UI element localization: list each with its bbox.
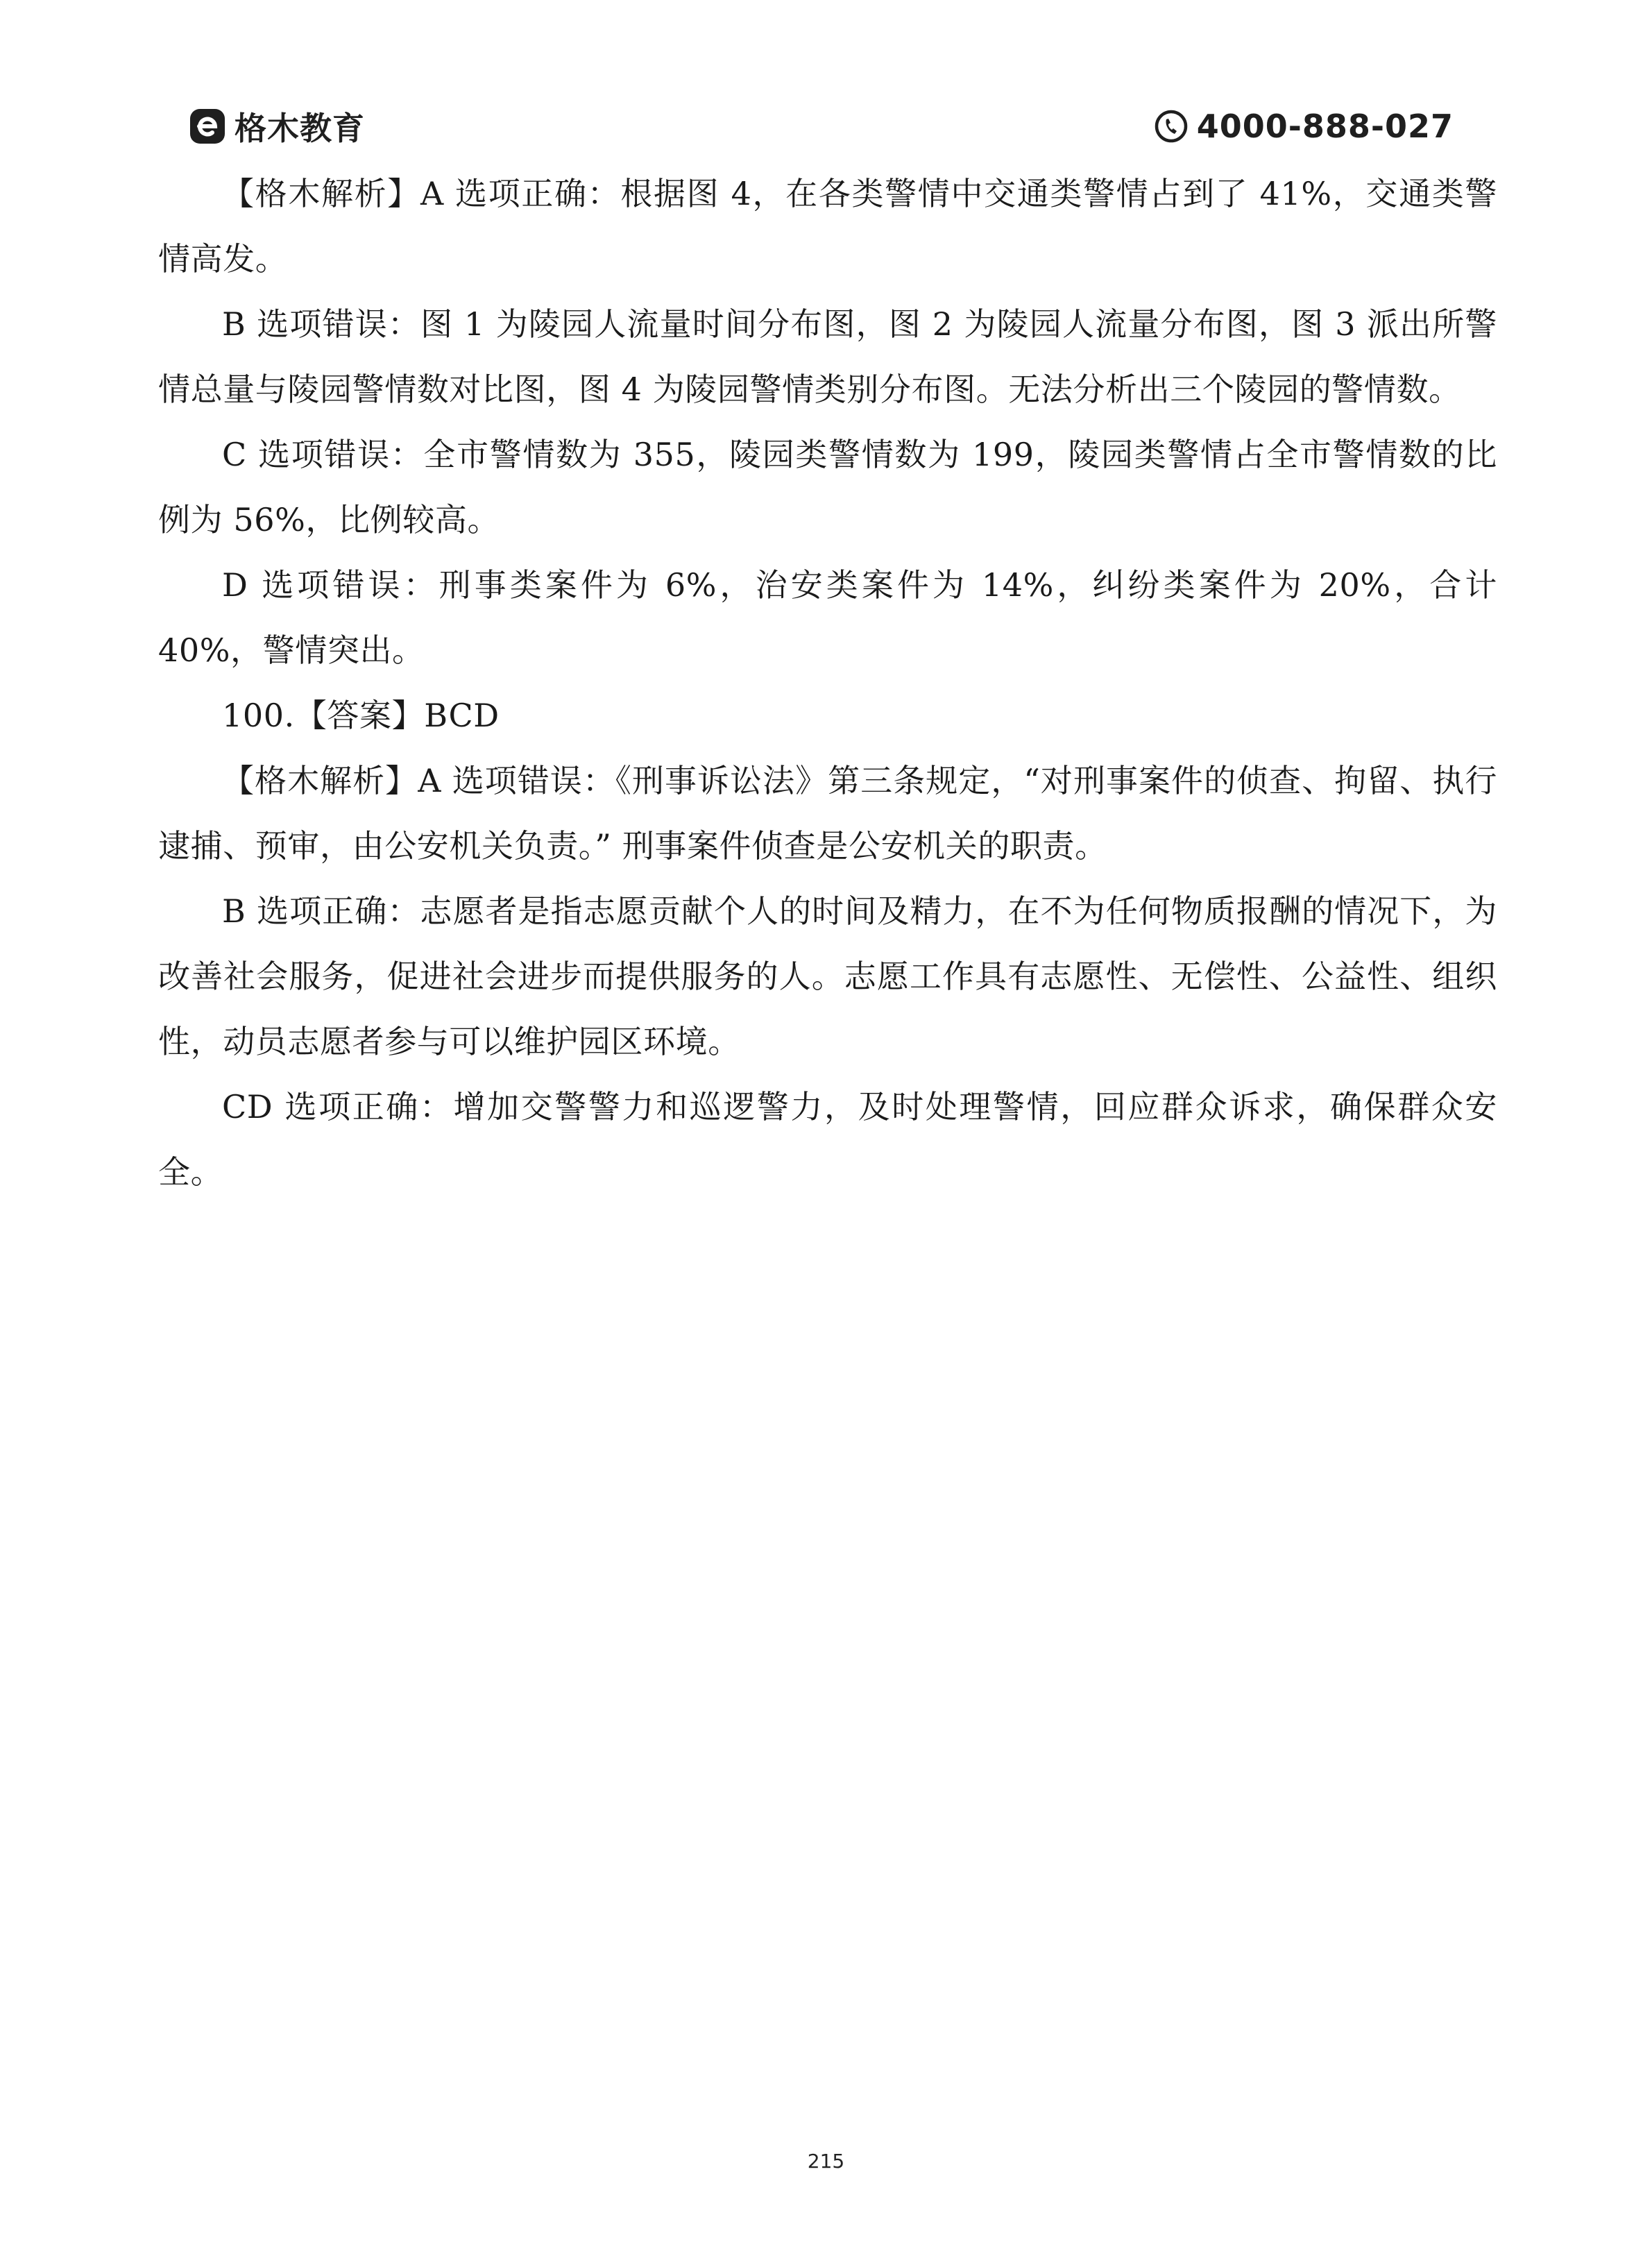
page-number: 215 xyxy=(807,2150,845,2173)
document-body xyxy=(158,161,1497,1205)
brand-name: 格木教育 xyxy=(235,110,365,147)
answer-100: 100.【答案】BCD xyxy=(222,697,500,734)
paragraph-99-c-analysis: C 选项错误：全市警情数为 355，陵园类警情数为 199，陵园类警情占全市警情数的比例为 56%，比例较高。 xyxy=(158,436,1497,538)
geimu-logo-icon xyxy=(189,108,226,145)
paragraph-99-a-analysis: 【格木解析】A 选项正确：根据图 4，在各类警情中交通类警情占到了 41%，交通类警情高发。 xyxy=(158,175,1497,278)
paragraph-100-cd-analysis: CD 选项正确：增加交警警力和巡逻警力，及时处理警情，回应群众诉求，确保群众安全。 xyxy=(158,1088,1497,1191)
page-header xyxy=(0,0,1652,167)
paragraph-99-d-analysis: D 选项错误：刑事类案件为 6%，治安类案件为 14%，纠纷类案件为 20%，合计 40%，警情突出。 xyxy=(158,566,1497,669)
paragraph-100-b-analysis: B 选项正确：志愿者是指志愿贡献个人的时间及精力，在不为任何物质报酬的情况下，为改善社会服务，促进社会进步而提供服务的人。志愿工作具有志愿性、无偿性、公益性、组织性，动员志愿者参与可以维护园区环境。 xyxy=(158,892,1497,1060)
hotline xyxy=(1154,104,1454,148)
phone-icon xyxy=(1154,109,1189,144)
hotline-number: 4000-888-027 xyxy=(1196,108,1454,145)
brand-logo xyxy=(189,104,365,148)
paragraph-99-b-analysis: B 选项错误：图 1 为陵园人流量时间分布图，图 2 为陵园人流量分布图，图 3 派出所警情总量与陵园警情数对比图，图 4 为陵园警情类别分布图。无法分析出三个陵园的警情数。 xyxy=(158,305,1497,408)
paragraph-100-a-analysis: 【格木解析】A 选项错误：《刑事诉讼法》第三条规定，“对刑事案件的侦查、拘留、执行逮捕、预审，由公安机关负责。” 刑事案件侦查是公安机关的职责。 xyxy=(158,762,1497,865)
